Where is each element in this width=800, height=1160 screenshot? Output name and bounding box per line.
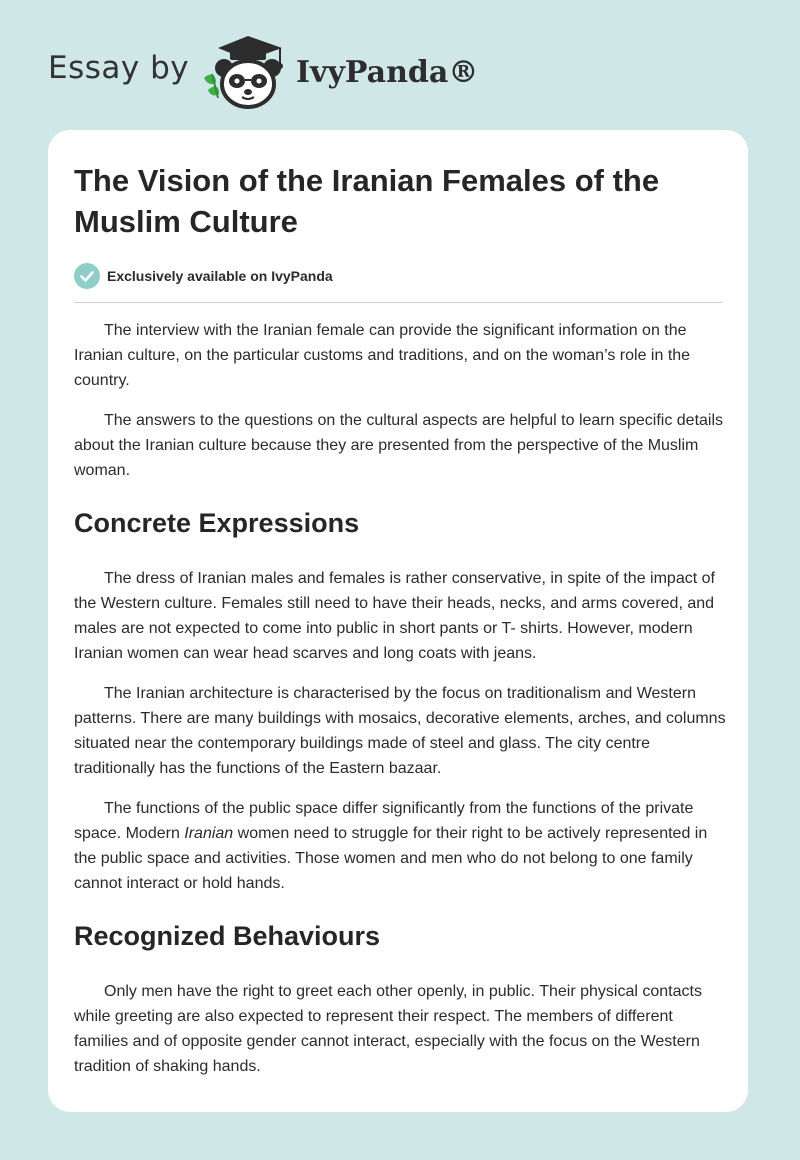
- article-title: The Vision of the Iranian Females of the Muslim Culture: [74, 163, 660, 239]
- emphasis-text: Iranian: [184, 825, 234, 842]
- brand-prefix: Essay by: [48, 50, 190, 86]
- paragraph: Only men have the right to greet each other openly, in public. Their physical contacts while greeting are also expected to represent their respect. The members of different families and of opposite gender cannot interact, especially with the focus on the Western tradition of shaking hands.: [74, 983, 702, 1075]
- paragraph-text: women need to struggle for their right to be actively represented in the public space and activities. Those women and men who do not belong to one family cannot interact or hold hands.: [74, 825, 708, 892]
- brand-name[interactable]: IvyPanda®: [296, 55, 479, 90]
- divider: [74, 302, 723, 303]
- check-badge-icon: [74, 263, 100, 289]
- paragraph: [74, 796, 726, 896]
- exclusive-badge: [74, 263, 333, 289]
- paragraph: The interview with the Iranian female can provide the significant information on the Iranian culture, on the particular customs and traditions, and on the woman’s role in the country.: [74, 322, 691, 389]
- article-body: [74, 318, 726, 1094]
- paragraph: The dress of Iranian males and females is rather conservative, in spite of the impact of the Western culture. Females still need to have their heads, necks, and arms covered, and males are not expected to come into public in short pants or T- shirts. However, modern Iranian women can wear head scarves and long coats with jeans.: [74, 570, 715, 662]
- paragraph-text: The functions of the public space differ significantly from the functions of the private space. Modern: [74, 800, 694, 842]
- site-header: [0, 0, 800, 120]
- section-heading: Recognized Behaviours: [74, 921, 381, 951]
- paragraph: The Iranian architecture is characterised by the focus on traditionalism and Western patterns. There are many buildings with mosaics, decorative elements, arches, and columns situated near the contemporary buildings made of steel and glass. The city centre traditionally has the functions of the Eastern bazaar.: [74, 685, 726, 777]
- exclusive-label: Exclusively available on IvyPanda: [107, 268, 333, 284]
- section-heading: Concrete Expressions: [74, 508, 360, 538]
- paragraph: The answers to the questions on the cultural aspects are helpful to learn specific details about the Iranian culture because they are presented from the perspective of the Muslim woman.: [74, 412, 724, 479]
- panda-logo-icon[interactable]: [200, 34, 292, 110]
- article-card: [48, 130, 748, 1112]
